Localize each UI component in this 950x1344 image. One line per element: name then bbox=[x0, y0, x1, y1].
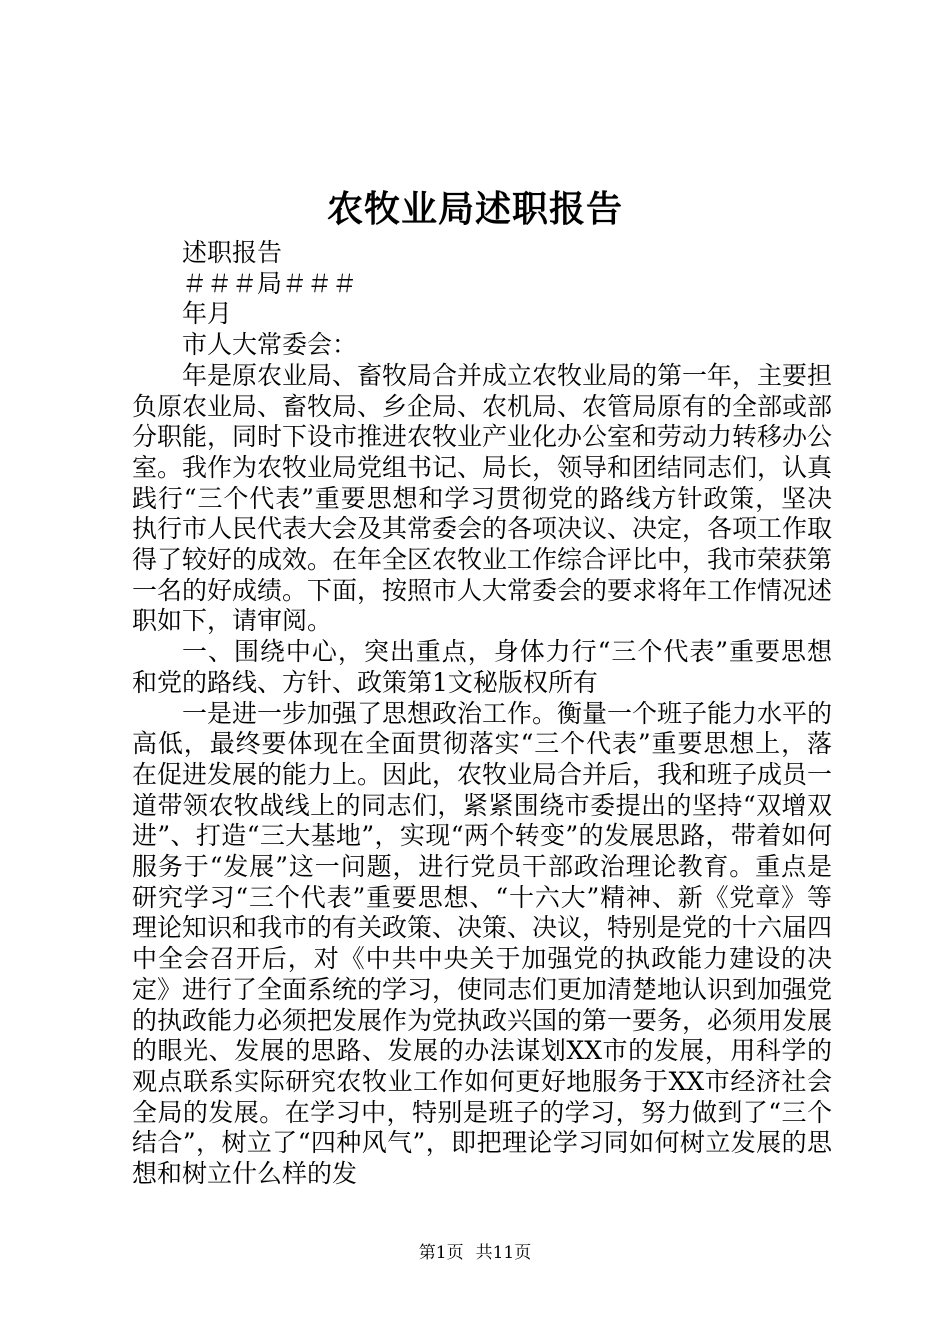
document-title: 农牧业局述职报告 bbox=[326, 188, 623, 230]
section-heading: 一、围绕中心，突出重点，身体力行“三个代表”重要思想和党的路线、方针、政策第1文秘版权所有 bbox=[132, 637, 832, 697]
document-body bbox=[132, 238, 832, 1190]
page-total: 共11页 bbox=[475, 1243, 532, 1263]
body-paragraph: 年是原农业局、畜牧局合并成立农牧业局的第一年，主要担负原农业局、畜牧局、乡企局、农机局、农管局原有的全部或部分职能，同时下设市推进农牧业产业化办公室和劳动力转移办公室。我作为农牧业局党组书记、局长，领导和团结同志们，认真践行“三个代表”重要思想和学习贯彻党的路线方针政策，坚决执行市人民代表大会及其常委会的各项决议、决定，各项工作取得了较好的成效。在年全区农牧业工作综合评比中，我市荣获第一名的好成绩。下面，按照市人大常委会的要求将年工作情况述职如下，请审阅。 bbox=[132, 360, 833, 636]
body-paragraph: 一是进一步加强了思想政治工作。衡量一个班子能力水平的高低，最终要体现在全面贯彻落实“三个代表”重要思想上，落在促进发展的能力上。因此，农牧业局合并后，我和班子成员一道带领农牧战线上的同志们，紧紧围绕市委提出的坚持“双增双进”、打造“三大基地”，实现“两个转变”的发展思路，带着如何服务于“发展”这一问题，进行党员干部政治理论教育。重点是研究学习“三个代表”重要思想、“十六大”精神、新《党章》等理论知识和我市的有关政策、决策、决议，特别是党的十六届四中全会召开后，对《中共中央关于加强党的执政能力建设的决定》进行了全面系统的学习，使同志们更加清楚地认识到加强党的执政能力必须把发展作为党执政兴国的第一要务，必须用发展的眼光、发展的思路、发展的办法谋划XX市的发展，用科学的观点联系实际研究农牧业工作如何更好地服务于XX市经济社会全局的发展。在学习中，特别是班子的学习，努力做到了“三个结合”，树立了“四种风气”，即把理论学习同如何树立发展的思想和树立什么样的发 bbox=[132, 698, 833, 1189]
author-line: ＃＃＃局＃＃＃ bbox=[182, 268, 358, 298]
salutation: 市人大常委会： bbox=[182, 330, 358, 360]
date-line: 年月 bbox=[182, 299, 233, 329]
page-footer bbox=[0, 1241, 950, 1265]
report-label: 述职报告 bbox=[182, 238, 283, 267]
page-number: 第1页 bbox=[418, 1243, 464, 1263]
